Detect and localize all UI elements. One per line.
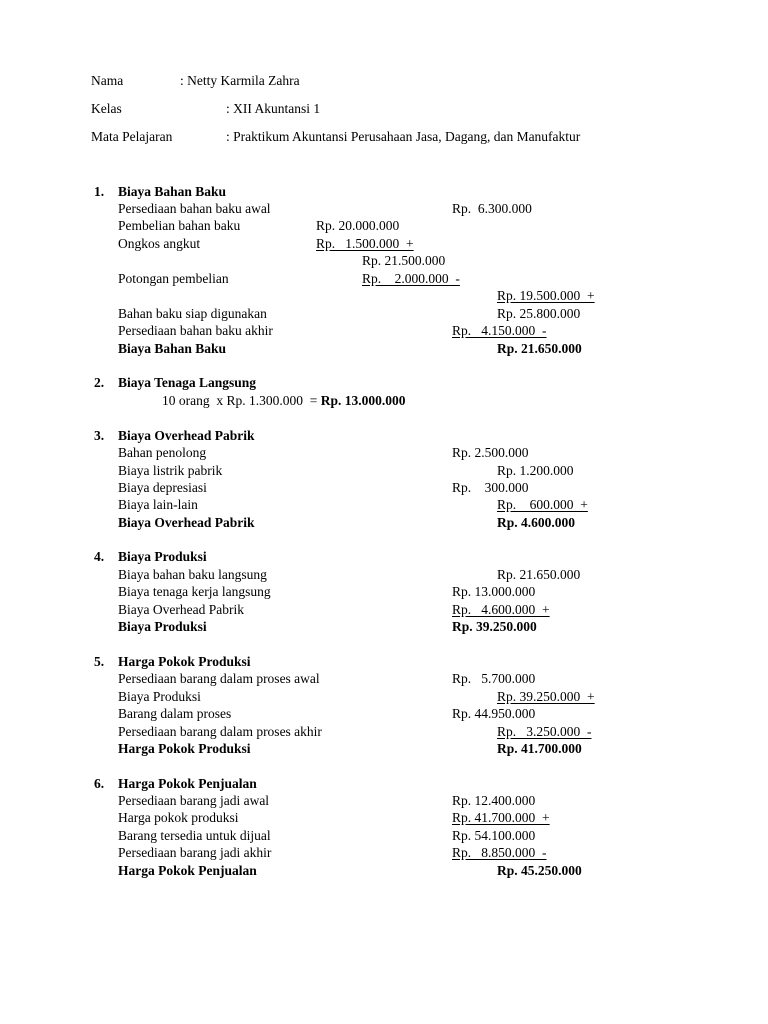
nama-value: : Netty Karmila Zahra <box>180 73 300 88</box>
s6-row4-label: Persediaan barang jadi akhir <box>118 845 272 860</box>
s3-total-label: Biaya Overhead Pabrik <box>118 515 255 530</box>
s5-total-value: Rp. 41.700.000 <box>497 741 582 756</box>
s1-row7-value: Rp. 25.800.000 <box>497 306 581 321</box>
s6-row1-label: Persediaan barang jadi awal <box>118 793 270 808</box>
s3-row3-label: Biaya depresiasi <box>118 480 207 495</box>
s1-row8-value: Rp. 4.150.000 - <box>452 323 547 338</box>
s4-row1-value: Rp. 21.650.000 <box>497 567 581 582</box>
s6-row2-value: Rp. 41.700.000 + <box>452 810 550 825</box>
section-3-title: Biaya Overhead Pabrik <box>118 428 255 443</box>
s5-row3-value: Rp. 44.950.000 <box>452 706 536 721</box>
s3-row2-label: Biaya listrik pabrik <box>118 463 223 478</box>
s1-row5-label: Potongan pembelian <box>118 271 229 286</box>
s1-row7-label: Bahan baku siap digunakan <box>118 306 267 321</box>
s5-total-label: Harga Pokok Produksi <box>118 741 251 756</box>
s6-total-label: Harga Pokok Penjualan <box>118 863 257 878</box>
s3-row4-value: Rp. 600.000 + <box>497 497 588 512</box>
s1-total-label: Biaya Bahan Baku <box>118 341 227 356</box>
s5-row1-label: Persediaan barang dalam proses awal <box>118 671 320 686</box>
s4-row2-label: Biaya tenaga kerja langsung <box>118 584 271 599</box>
s4-total-value: Rp. 39.250.000 <box>452 619 537 634</box>
mapel-value: : Praktikum Akuntansi Perusahaan Jasa, Dagang, dan Manufaktur <box>226 129 581 144</box>
section-6-title: Harga Pokok Penjualan <box>118 776 257 791</box>
section-3-number: 3. <box>94 428 105 443</box>
s6-row3-value: Rp. 54.100.000 <box>452 828 536 843</box>
s2-calculation: 10 orang x Rp. 1.300.000 = Rp. 13.000.000 <box>162 393 406 408</box>
s6-row2-label: Harga pokok produksi <box>118 810 239 825</box>
section-5-title: Harga Pokok Produksi <box>118 654 251 669</box>
section-1-title: Biaya Bahan Baku <box>118 184 227 199</box>
s6-row4-value: Rp. 8.850.000 - <box>452 845 547 860</box>
s1-row2-value: Rp. 20.000.000 <box>316 218 400 233</box>
section-4-number: 4. <box>94 549 105 564</box>
kelas-value: : XII Akuntansi 1 <box>226 101 321 116</box>
s1-row3-value: Rp. 1.500.000 + <box>316 236 414 251</box>
s1-row4-value: Rp. 21.500.000 <box>362 253 446 268</box>
s3-row2-value: Rp. 1.200.000 <box>497 463 574 478</box>
section-6-number: 6. <box>94 776 105 791</box>
s4-row2-value: Rp. 13.000.000 <box>452 584 536 599</box>
s5-row1-value: Rp. 5.700.000 <box>452 671 536 686</box>
section-5-number: 5. <box>94 654 105 669</box>
s4-total-label: Biaya Produksi <box>118 619 207 634</box>
s1-row3-label: Ongkos angkut <box>118 236 201 251</box>
s4-row3-value: Rp. 4.600.000 + <box>452 602 550 617</box>
s4-row3-label: Biaya Overhead Pabrik <box>118 602 244 617</box>
s3-row4-label: Biaya lain-lain <box>118 497 198 512</box>
s4-row1-label: Biaya bahan baku langsung <box>118 567 267 582</box>
s1-row8-label: Persediaan bahan baku akhir <box>118 323 273 338</box>
mapel-label: Mata Pelajaran <box>91 129 173 144</box>
s6-row3-label: Barang tersedia untuk dijual <box>118 828 271 843</box>
s1-row1-value: Rp. 6.300.000 <box>452 201 532 216</box>
s1-row1-label: Persediaan bahan baku awal <box>118 201 271 216</box>
s3-row3-value: Rp. 300.000 <box>452 480 529 495</box>
s5-row3-label: Barang dalam proses <box>118 706 232 721</box>
section-4-title: Biaya Produksi <box>118 549 207 564</box>
section-2-number: 2. <box>94 375 105 390</box>
s1-row5-value: Rp. 2.000.000 - <box>362 271 460 286</box>
s5-row4-label: Persediaan barang dalam proses akhir <box>118 724 322 739</box>
nama-label: Nama <box>91 73 124 88</box>
section-1-number: 1. <box>94 184 105 199</box>
s3-row1-value: Rp. 2.500.000 <box>452 445 529 460</box>
s1-row2-label: Pembelian bahan baku <box>118 218 241 233</box>
s5-row2-label: Biaya Produksi <box>118 689 201 704</box>
s6-total-value: Rp. 45.250.000 <box>497 863 582 878</box>
kelas-label: Kelas <box>91 101 122 116</box>
s5-row2-value: Rp. 39.250.000 + <box>497 689 595 704</box>
s3-row1-label: Bahan penolong <box>118 445 207 460</box>
s3-total-value: Rp. 4.600.000 <box>497 515 576 530</box>
s5-row4-value: Rp. 3.250.000 - <box>497 724 592 739</box>
s6-row1-value: Rp. 12.400.000 <box>452 793 536 808</box>
s1-row6-value: Rp. 19.500.000 + <box>497 288 595 303</box>
s1-total-value: Rp. 21.650.000 <box>497 341 582 356</box>
section-2-title: Biaya Tenaga Langsung <box>118 375 257 390</box>
